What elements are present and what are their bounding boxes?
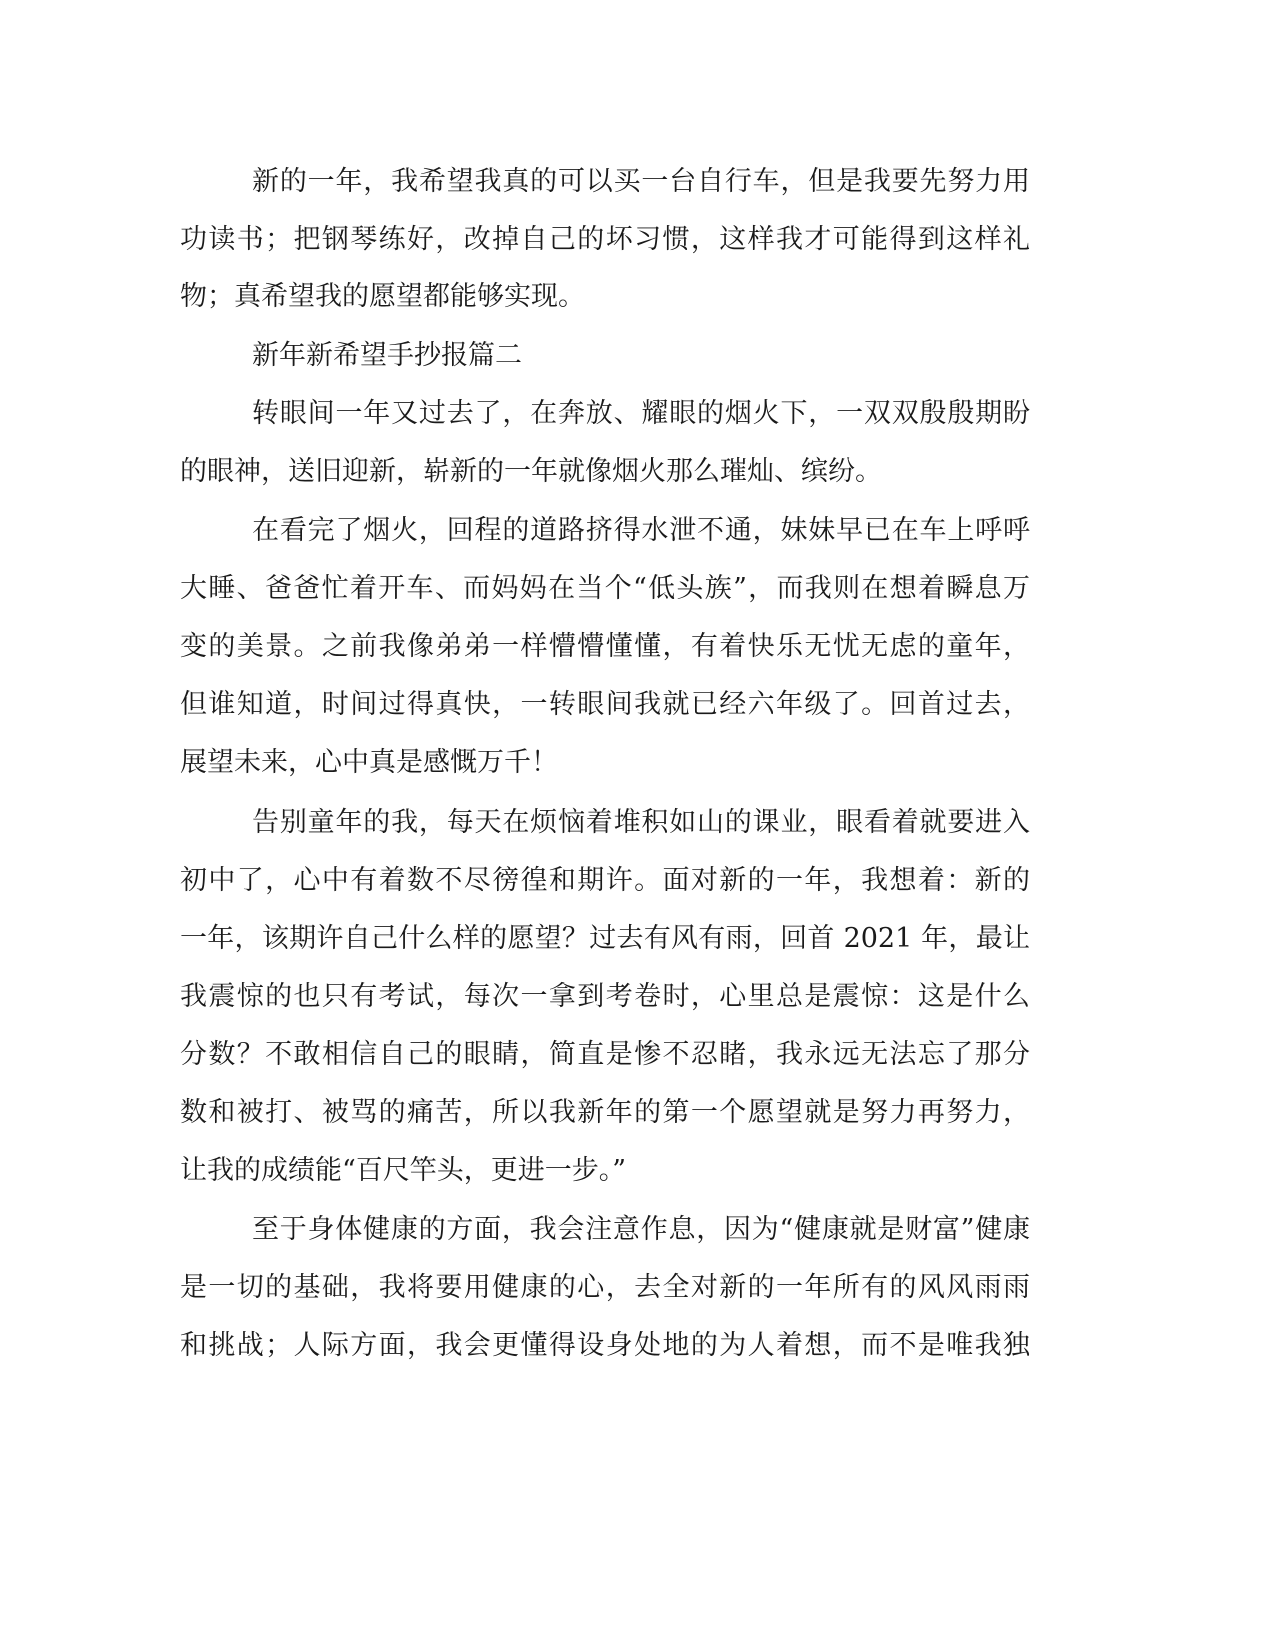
paragraph-line: 物；真希望我的愿望都能够实现。: [180, 281, 585, 312]
paragraph-line: 告别童年的我，每天在烦恼着堆积如山的课业，眼看着就要进入: [252, 807, 1030, 838]
section-heading: 新年新希望手抄报篇二: [252, 340, 522, 371]
paragraph-line: 变的美景。之前我像弟弟一样懵懵懂懂，有着快乐无忧无虑的童年，: [180, 631, 1030, 662]
paragraph-line: 和挑战；人际方面，我会更懂得设身处地的为人着想，而不是唯我独: [180, 1330, 1030, 1361]
paragraph-line: 是一切的基础，我将要用健康的心，去全对新的一年所有的风风雨雨: [180, 1272, 1030, 1303]
paragraph-line: 让我的成绩能“百尺竿头，更进一步。”: [180, 1155, 627, 1186]
paragraph-line: 一年，该期许自己什么样的愿望？过去有风有雨，回首 2021 年，最让: [180, 923, 1030, 954]
paragraph-line: 功读书；把钢琴练好，改掉自己的坏习惯，这样我才可能得到这样礼: [180, 224, 1030, 255]
paragraph-line: 初中了，心中有着数不尽徬徨和期许。面对新的一年，我想着：新的: [180, 865, 1030, 896]
paragraph-line: 但谁知道，时间过得真快，一转眼间我就已经六年级了。回首过去，: [180, 689, 1030, 720]
paragraph-line: 大睡、爸爸忙着开车、而妈妈在当个“低头族”，而我则在想着瞬息万: [180, 573, 1030, 604]
paragraph-line: 我震惊的也只有考试，每次一拿到考卷时，心里总是震惊：这是什么: [180, 981, 1030, 1012]
paragraph-line: 至于身体健康的方面，我会注意作息，因为“健康就是财富”健康: [252, 1214, 1030, 1245]
paragraph-line: 展望未来，心中真是感慨万千！: [180, 747, 558, 778]
paragraph-line: 转眼间一年又过去了，在奔放、耀眼的烟火下，一双双殷殷期盼: [252, 398, 1030, 429]
paragraph-line: 新的一年，我希望我真的可以买一台自行车，但是我要先努力用: [252, 166, 1030, 197]
paragraph-line: 的眼神，送旧迎新，崭新的一年就像烟火那么璀灿、缤纷。: [180, 456, 882, 487]
paragraph-line: 分数？不敢相信自己的眼睛，简直是惨不忍睹，我永远无法忘了那分: [180, 1039, 1030, 1070]
paragraph-line: 在看完了烟火，回程的道路挤得水泄不通，妹妹早已在车上呼呼: [252, 515, 1030, 546]
paragraph-line: 数和被打、被骂的痛苦，所以我新年的第一个愿望就是努力再努力，: [180, 1097, 1030, 1128]
